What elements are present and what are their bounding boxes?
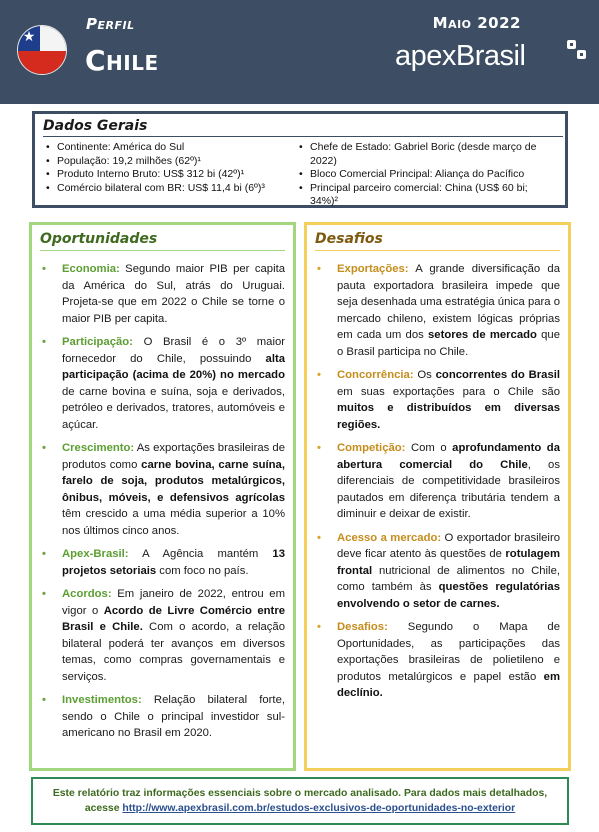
- dados-gerais-item: • População: 19,2 milhões (62º)¹: [43, 155, 296, 169]
- bullet-text: que o Brasil participa no Chile.: [337, 329, 560, 358]
- bullet-text: Acordo de Livre Comércio entre Brasil e Chile.: [62, 604, 286, 633]
- apexbrasil-logo: apexBrasil: [395, 40, 526, 72]
- bullet-text: Segundo o Mapa de Oportunidades, as participações das exportações brasileiras de polietileno e produtos metalúrgicos e papel estão: [337, 621, 560, 683]
- oportunidade-item: [40, 692, 285, 742]
- country-title: Chile: [85, 44, 159, 77]
- bullet-heading: Participação:: [62, 336, 133, 348]
- desafios-title: Desafios: [315, 231, 560, 251]
- bullet-text: Com o: [405, 442, 453, 454]
- dados-gerais-item: • Bloco Comercial Principal: Aliança do Pacífico: [296, 168, 557, 182]
- bullet-text: nutricional de alimentos no Chile, como também às: [337, 564, 560, 593]
- bullet-text: questões regulatórias envolvendo o setor de carnes.: [337, 581, 560, 610]
- report-date: Maio 2022: [432, 14, 521, 32]
- desafio-item: [315, 440, 560, 523]
- footer-line1: Este relatório traz informações essenciais sobre o mercado analisado. Para dados mais detalhados,: [52, 788, 548, 799]
- dados-gerais-item: • Principal parceiro comercial: China (US$ 60 bi; 34%)²: [296, 182, 557, 209]
- oportunidades-title: Oportunidades: [40, 231, 285, 251]
- bullet-text: setores de mercado: [428, 329, 537, 341]
- apexbrasil-logo-mark-icon: [567, 40, 589, 62]
- oportunidades-panel: [29, 222, 296, 771]
- dados-gerais-item: • Comércio bilateral com BR: US$ 11,4 bi (6º)³: [43, 182, 296, 196]
- dados-gerais-item: • Produto Interno Bruto: US$ 312 bi (42º)¹: [43, 168, 296, 182]
- bullet-heading: Acesso a mercado:: [337, 531, 442, 544]
- perfil-label: Perfil: [86, 15, 135, 33]
- bullet-text: alta participação (acima de 20%) no mercado: [62, 352, 285, 381]
- bullet-heading: Exportações:: [337, 263, 409, 275]
- oportunidade-item: [40, 261, 285, 327]
- bullet-heading: Investimentos:: [62, 694, 142, 706]
- oportunidade-item: [40, 334, 285, 433]
- bullet-text: Em janeiro de 2022, entrou em vigor o: [62, 588, 285, 617]
- bullet-text: rotulagem frontal: [337, 548, 560, 577]
- dados-gerais-item: • Continente: América do Sul: [43, 141, 296, 155]
- bullet-text: A Agência mantém: [128, 548, 273, 560]
- dados-gerais-item: • Chefe de Estado: Gabriel Boric (desde março de 2022): [296, 141, 557, 168]
- bullet-heading: Apex-Brasil:: [62, 548, 129, 560]
- dados-gerais-left-list: [43, 141, 296, 209]
- bullet-text: têm crescido a uma média superior a 10% nos últimos cinco anos.: [62, 508, 285, 537]
- desafio-item: [315, 530, 560, 613]
- bullet-text: As exportações brasileiras de produtos como: [62, 442, 285, 471]
- bullet-text: Os: [413, 369, 436, 381]
- bullet-heading: Competição:: [337, 442, 406, 454]
- bullet-heading: Economia:: [62, 263, 120, 275]
- bullet-text: em suas exportações para o Chile são: [337, 385, 560, 398]
- footer-note: [31, 777, 569, 825]
- desafios-panel: [304, 222, 571, 771]
- page-header: [0, 0, 599, 104]
- bullet-text: Segundo maior PIB per capita da América do Sul, atrás do Uruguai. Projeta-se que em 2022 o Chile se torne o maior PIB per capita.: [62, 263, 285, 325]
- bullet-text: em declínio.: [337, 670, 560, 699]
- bullet-text: O exportador brasileiro deve ficar atento às questões de: [337, 531, 560, 560]
- desafio-item: [315, 619, 560, 702]
- chile-flag-icon: ★: [17, 25, 67, 75]
- desafio-item: [315, 261, 560, 360]
- oportunidade-item: [40, 546, 285, 579]
- bullet-text: Com o acordo, a relação bilateral poderá ter avanços em diversos temas, como compras governamentais e serviços.: [62, 621, 285, 683]
- bullet-text: O Brasil é o 3º maior fornecedor do Chile, possuindo: [62, 336, 285, 365]
- bullet-text: A grande diversificação da pauta exportadora brasileira impede que seja desenhada uma estratégia única para o mercado chileno, existem lógicas próprias em cada um dos: [337, 263, 560, 341]
- dados-gerais-title: Dados Gerais: [43, 118, 563, 137]
- oportunidades-list: [40, 261, 285, 742]
- footer-text: [33, 786, 567, 816]
- bullet-text: , os diferenciais de competitividade brasileiros pautados em diferença tributária tendem a diminuir e deixar de existir.: [337, 458, 560, 520]
- footer-line2-prefix: acesse: [84, 803, 123, 814]
- bullet-text: muitos e distribuídos em diversas regiões.: [337, 402, 560, 431]
- bullet-text: carne bovina, carne suína, farelo de soja, produtos metalúrgicos, ônibus, móveis, e defensivos agrícolas: [62, 458, 285, 504]
- bullet-text: de carne bovina e suína, soja e derivados, petróleo e derivados, tratores, automóveis e açúcar.: [62, 385, 285, 431]
- bullet-heading: Concorrência:: [337, 369, 414, 381]
- dados-gerais-right-list: [296, 141, 557, 209]
- bullet-text: aprofundamento da abertura comercial do Chile: [337, 442, 560, 471]
- bullet-heading: Acordos:: [62, 588, 112, 600]
- desafios-list: [315, 261, 560, 702]
- bullet-heading: Crescimento:: [62, 442, 135, 454]
- bullet-text: Relação bilateral forte, sendo o Chile o principal investidor sul-americano no Brasil em 2020.: [62, 694, 285, 739]
- oportunidade-item: [40, 586, 285, 685]
- oportunidade-item: [40, 440, 285, 539]
- desafio-item: [315, 367, 560, 433]
- footer-link[interactable]: http://www.apexbrasil.com.br/estudos-exclusivos-de-oportunidades-no-exterior: [122, 803, 516, 814]
- bullet-text: com foco no país.: [156, 564, 249, 577]
- bullet-text: 13 projetos setoriais: [62, 548, 285, 577]
- bullet-text: concorrentes do Brasil: [435, 369, 561, 381]
- dados-gerais-box: [32, 111, 568, 208]
- bullet-heading: Desafios:: [337, 621, 388, 633]
